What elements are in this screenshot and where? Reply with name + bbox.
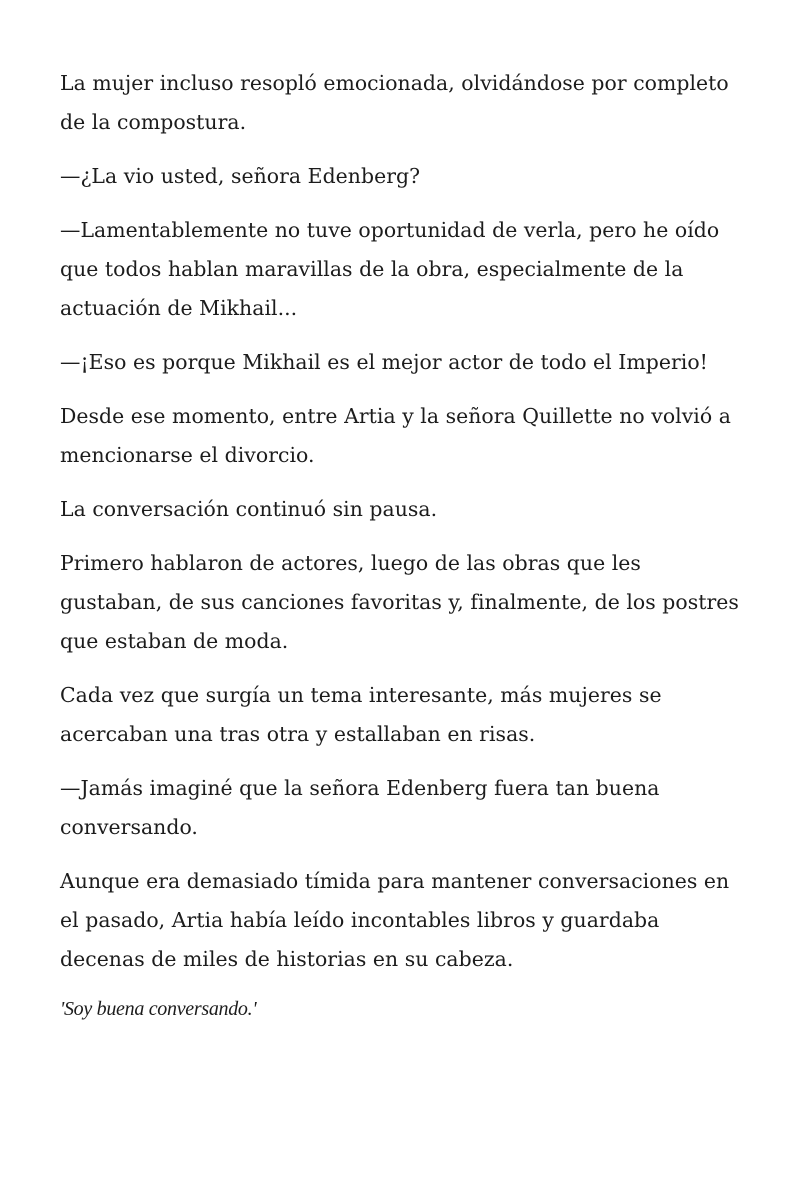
page-text: [60, 64, 740, 1024]
paragraph: —¡Eso es porque Mikhail es el mejor actor de todo el Imperio!: [60, 350, 708, 374]
paragraph: Cada vez que surgía un tema interesante, más mujeres se acercaban una tras otra y estallaban en risas.: [60, 683, 662, 746]
paragraph: La conversación continuó sin pausa.: [60, 497, 438, 521]
paragraph: Aunque era demasiado tímida para mantener conversaciones en el pasado, Artia había leído incontables libros y guardaba decenas de miles de historias en su cabeza.: [60, 869, 730, 971]
paragraph: Primero hablaron de actores, luego de las obras que les gustaban, de sus canciones favoritas y, finalmente, de los postres que estaban de moda.: [60, 551, 739, 653]
paragraph: Desde ese momento, entre Artia y la señora Quillette no volvió a mencionarse el divorcio.: [60, 404, 731, 467]
paragraph: La mujer incluso resopló emocionada, olvidándose por completo de la compostura.: [60, 71, 729, 134]
paragraph: —¿La vio usted, señora Edenberg?: [60, 164, 421, 188]
paragraph: —Lamentablemente no tuve oportunidad de verla, pero he oído que todos hablan maravillas de la obra, especialmente de la actuación de Mikhail...: [60, 218, 720, 320]
inner-thought: 'Soy buena conversando.': [60, 998, 257, 1020]
paragraph: —Jamás imaginé que la señora Edenberg fuera tan buena conversando.: [60, 776, 660, 839]
